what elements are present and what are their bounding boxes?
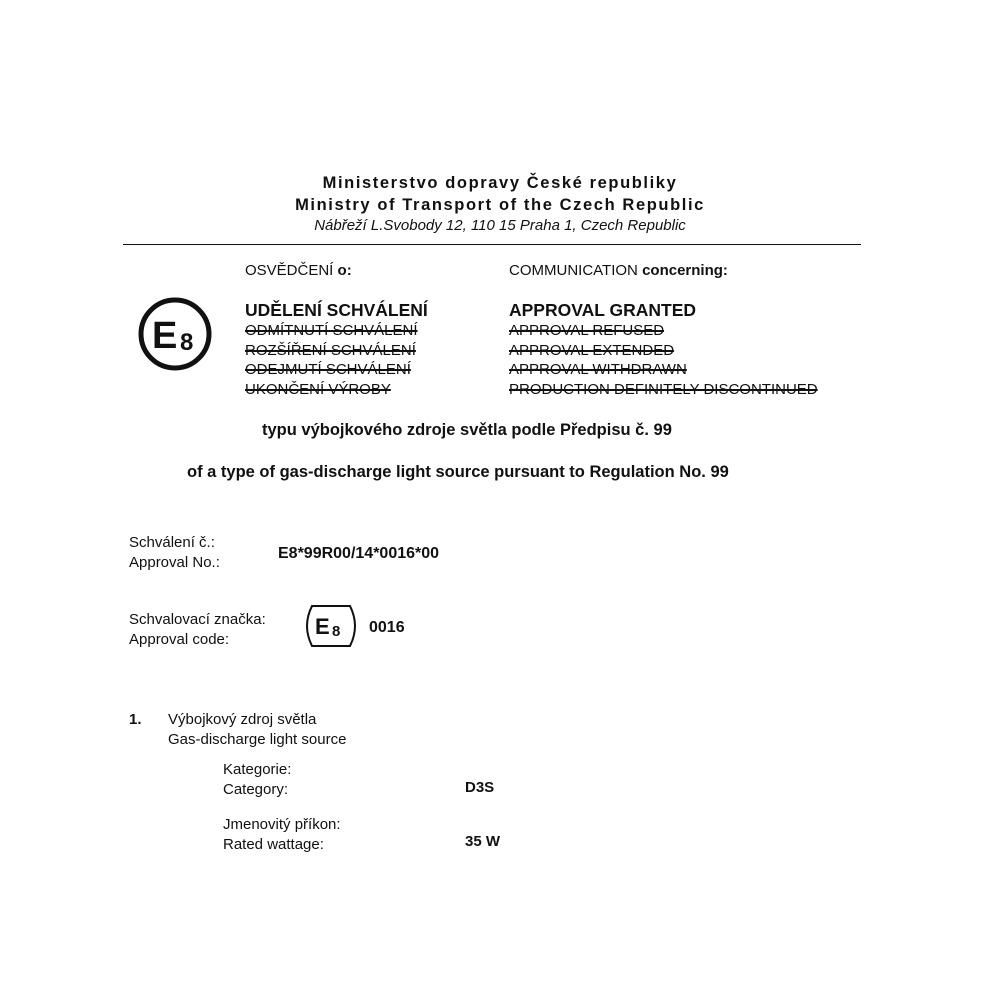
- option-withdrawn-cz: ODEJMUTÍ SCHVÁLENÍ: [245, 361, 411, 378]
- approval-code-value: 0016: [369, 619, 405, 636]
- communication-label-cz: OSVĚDČENÍ o:: [245, 262, 352, 279]
- subject-cz: typu výbojkového zdroje světla podle Předpisu č. 99: [262, 421, 672, 439]
- option-refused-cz: ODMÍTNUTÍ SCHVÁLENÍ: [245, 322, 418, 339]
- e8-rounded-mark-icon: [300, 603, 362, 649]
- subject-en: of a type of gas-discharge light source pursuant to Regulation No. 99: [187, 463, 729, 481]
- wattage-value: 35 W: [465, 833, 501, 850]
- option-extended-cz: ROZŠÍŘENÍ SCHVÁLENÍ: [245, 342, 416, 359]
- header-divider: [123, 244, 861, 245]
- approval-code-label-cz: Schvalovací značka:: [129, 611, 266, 628]
- e8-mark-number: 8: [180, 329, 194, 356]
- option-discontinued-en: PRODUCTION DEFINITELY DISCONTINUED: [509, 381, 818, 398]
- wattage-label-cz: Jmenovitý příkon:: [223, 816, 341, 833]
- option-extended-en: APPROVAL EXTENDED: [509, 342, 675, 359]
- approval-no-label-en: Approval No.:: [129, 554, 220, 571]
- category-label-en: Category:: [223, 781, 289, 798]
- ministry-name-en: Ministry of Transport of the Czech Republic: [295, 196, 705, 214]
- approval-code-mark-letter: E: [315, 614, 330, 639]
- approval-code-mark: [300, 603, 362, 649]
- option-refused-en: APPROVAL REFUSED: [509, 322, 665, 339]
- ministry-address: Nábřeží L.Svobody 12, 110 15 Praha 1, Czech Republic: [314, 217, 686, 234]
- section-number: 1.: [129, 711, 142, 728]
- ministry-name-cz: Ministerstvo dopravy České republiky: [322, 174, 678, 192]
- option-granted-cz: UDĚLENÍ SCHVÁLENÍ: [245, 300, 428, 320]
- section-title-en: Gas-discharge light source: [168, 731, 347, 748]
- e8-mark-letter: E: [152, 315, 178, 357]
- communication-label-en: COMMUNICATION concerning:: [509, 262, 728, 279]
- wattage-label-en: Rated wattage:: [223, 836, 324, 853]
- category-label-cz: Kategorie:: [223, 761, 292, 778]
- section-title-cz: Výbojkový zdroj světla: [168, 711, 317, 728]
- e8-circle-icon: [137, 296, 213, 372]
- approval-code-mark-number: 8: [332, 623, 341, 640]
- approval-no-label-cz: Schválení č.:: [129, 534, 215, 551]
- category-value: D3S: [465, 779, 495, 796]
- option-granted-en: APPROVAL GRANTED: [509, 300, 697, 320]
- e8-mark: [137, 296, 213, 372]
- option-withdrawn-en: APPROVAL WITHDRAWN: [509, 361, 687, 378]
- approval-no-value: E8*99R00/14*0016*00: [278, 545, 440, 562]
- approval-code-label-en: Approval code:: [129, 631, 230, 648]
- option-discontinued-cz: UKONČENÍ VÝROBY: [245, 381, 391, 398]
